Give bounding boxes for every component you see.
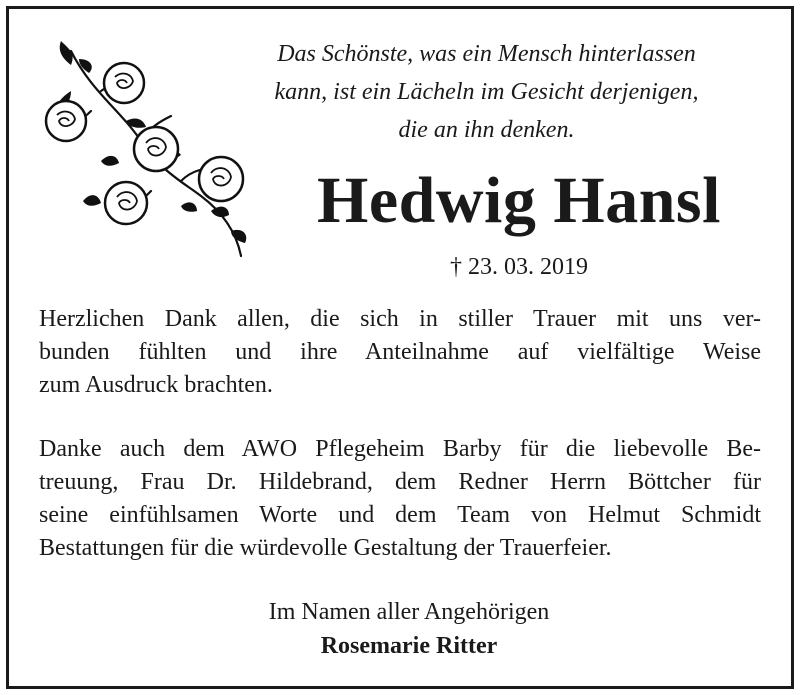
closing-text: Im Namen aller Angehörigen xyxy=(268,599,550,625)
death-date: † 23. 03. 2019 xyxy=(450,254,588,280)
deceased-name: Hedwig Hansl xyxy=(317,164,721,237)
thanks-paragraph xyxy=(39,303,761,402)
paragraph-line: Bestattungen für die würdevolle Gestaltung der Trauerfeier. xyxy=(39,535,612,561)
signer-name: Rosemarie Ritter xyxy=(320,633,498,659)
paragraph-line: Danke auch dem AWO Pflegeheim Barby für die liebevolle Be- xyxy=(39,436,761,462)
paragraph-line: Herzlichen Dank allen, die sich in stiller Trauer mit uns ver- xyxy=(39,306,761,332)
signature-block xyxy=(109,595,709,663)
quote-line: Das Schönste, was ein Mensch hinterlassen xyxy=(277,41,696,67)
paragraph-line: zum Ausdruck brachten. xyxy=(39,372,273,398)
quote-line: die an ihn denken. xyxy=(398,117,575,143)
paragraph-line: bunden fühlten und ihre Anteilnahme auf vielfältige Weise xyxy=(39,339,761,365)
quote-line: kann, ist ein Lächeln im Gesicht derjenigen, xyxy=(274,79,699,105)
paragraph-line: treuung, Frau Dr. Hildebrand, dem Redner Herrn Böttcher für xyxy=(39,469,761,495)
memorial-quote xyxy=(209,35,764,149)
thanks-paragraph-2 xyxy=(39,433,761,565)
paragraph-line: seine einfühlsamen Worte und dem Team von Helmut Schmidt xyxy=(39,502,761,528)
obituary-notice xyxy=(6,6,794,689)
